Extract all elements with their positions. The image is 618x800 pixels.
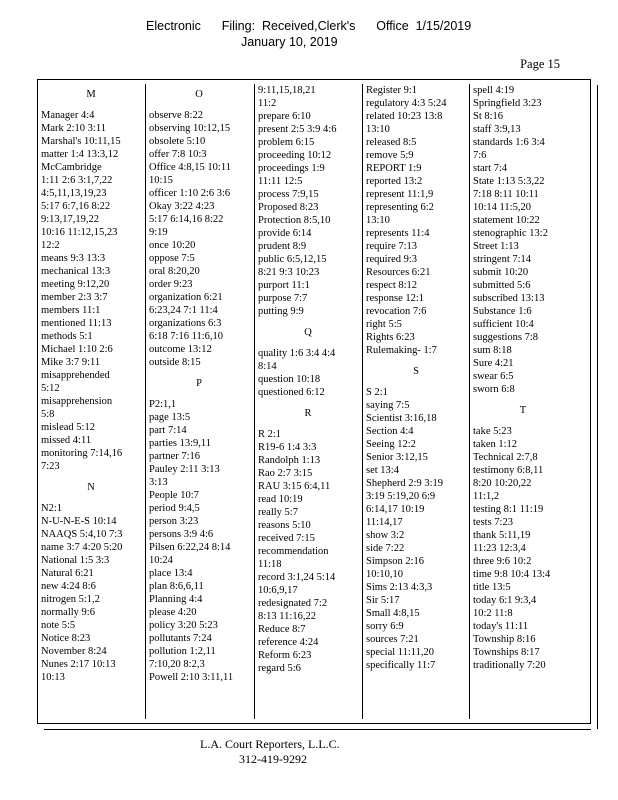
index-entry: N-U-N-E-S 10:14 [41, 516, 117, 527]
index-entry: process 7:9,15 [258, 189, 319, 200]
index-entry: Township 8:16 [473, 634, 536, 645]
index-entry: Rao 2:7 3:15 [258, 468, 313, 479]
section-letter: Q [304, 327, 312, 338]
index-entry: suggestions 7:8 [473, 332, 539, 343]
index-entry: persons 3:9 4:6 [149, 529, 214, 540]
index-entry: Springfield 3:23 [473, 98, 542, 109]
filing-stamp-line: Electronic Filing: Received,Clerk's Office 1/15/2019 [146, 19, 472, 33]
index-entry: members 11:1 [41, 305, 101, 316]
index-entry: 11:23 12:3,4 [473, 543, 526, 554]
index-entry: St 8:16 [473, 111, 504, 122]
index-entry: parties 13:9,11 [149, 438, 212, 449]
index-entry: record 3:1,24 5:14 [258, 572, 336, 583]
index-entry: representing 6:2 [366, 202, 434, 213]
index-entry: partner 7:16 [149, 451, 201, 462]
index-entry: Proposed 8:23 [258, 202, 319, 213]
index-entry: Street 1:13 [473, 241, 519, 252]
index-entry: Simpson 2:16 [366, 556, 425, 567]
index-entry: REPORT 1:9 [366, 163, 422, 174]
index-entry: released 8:5 [366, 137, 417, 148]
index-entry: monitoring 7:14,16 [41, 448, 123, 459]
index-entry: mentioned 11:13 [41, 318, 112, 329]
index-entry: show 3:2 [366, 530, 405, 541]
index-entry: Seeing 12:2 [366, 439, 416, 450]
index-entry: today's 11:11 [473, 621, 529, 632]
index-entry: new 4:24 8:6 [41, 581, 96, 592]
index-entry: matter 1:4 13:3,12 [41, 149, 119, 160]
index-entry: Townships 8:17 [473, 647, 540, 658]
index-entry: missed 4:11 [41, 435, 92, 446]
index-entry: testimony 6:8,11 [473, 465, 544, 476]
index-entry: Pauley 2:11 3:13 [149, 464, 220, 475]
index-entry: 9:11,15,18,21 [258, 85, 316, 96]
index-entry: mechanical 13:3 [41, 266, 111, 277]
index-entry: observing 10:12,15 [149, 123, 231, 134]
index-entry: plan 8:6,6,11 [149, 581, 204, 592]
index-entry: P2:1,1 [149, 399, 177, 410]
index-entry: regulatory 4:3 5:24 [366, 98, 447, 109]
index-entry: revocation 7:6 [366, 306, 427, 317]
index-entry: 10:2 11:8 [473, 608, 513, 619]
index-entry: Manager 4:4 [41, 110, 95, 121]
index-entry: misapprehended [41, 370, 110, 381]
index-entry: specifically 11:7 [366, 660, 436, 671]
index-entry: People 10:7 [149, 490, 199, 501]
index-entry: question 10:18 [258, 374, 321, 385]
index-entry: order 9:23 [149, 279, 193, 290]
index-entry: policy 3:20 5:23 [149, 620, 218, 631]
index-entry: stenographic 13:2 [473, 228, 548, 239]
index-entry: nitrogen 5:1,2 [41, 594, 100, 605]
index-entry: Resources 6:21 [366, 267, 431, 278]
index-entry: tests 7:23 [473, 517, 513, 528]
filing-date-line: January 10, 2019 [241, 35, 338, 49]
index-entry: start 7:4 [473, 163, 508, 174]
index-entry: Sims 2:13 4:3,3 [366, 582, 433, 593]
index-entry: reported 13:2 [366, 176, 423, 187]
index-entry: 5:17 6:7,16 8:22 [41, 201, 111, 212]
index-entry: subscribed 13:13 [473, 293, 545, 304]
word-index-box [37, 79, 591, 724]
index-entry: Reduce 8:7 [258, 624, 306, 635]
index-entry: special 11:11,20 [366, 647, 435, 658]
index-entry: part 7:14 [149, 425, 187, 436]
box-shadow-right [597, 85, 598, 729]
index-entry: 6:18 7:16 11:6,10 [149, 331, 223, 342]
index-entry: saying 7:5 [366, 400, 410, 411]
index-entry: sufficient 10:4 [473, 319, 534, 330]
index-column-2 [145, 84, 249, 719]
index-entry: remove 5:9 [366, 150, 414, 161]
index-entry: submitted 5:6 [473, 280, 531, 291]
index-entry: outcome 13:12 [149, 344, 212, 355]
index-entry: right 5:5 [366, 319, 402, 330]
index-entry: R19-6 1:4 3:3 [258, 442, 317, 453]
index-entry: 10:10,10 [366, 569, 404, 580]
index-entry: reference 4:24 [258, 637, 319, 648]
index-entry: 8:21 9:3 10:23 [258, 267, 320, 278]
index-entry: Substance 1:6 [473, 306, 532, 317]
index-entry: recommendation [258, 546, 329, 557]
index-entry: 10:16 11:12,15,23 [41, 227, 118, 238]
index-entry: time 9:8 10:4 13:4 [473, 569, 551, 580]
page-number: Page 15 [520, 57, 560, 71]
section-letter: M [86, 89, 96, 100]
index-entry: putting 9:9 [258, 306, 304, 317]
index-entry: 8:13 11:16,22 [258, 611, 316, 622]
index-entry: 10:15 [149, 175, 173, 186]
index-entry: present 2:5 3:9 4:6 [258, 124, 337, 135]
index-entry: 7:6 [473, 150, 487, 161]
index-entry: sources 7:21 [366, 634, 419, 645]
index-entry: purport 11:1 [258, 280, 310, 291]
index-entry: means 9:3 13:3 [41, 253, 106, 264]
index-entry: 11:11 12:5 [258, 176, 303, 187]
index-entry: 8:20 10:20,22 [473, 478, 532, 489]
index-entry: questioned 6:12 [258, 387, 325, 398]
index-entry: observe 8:22 [149, 110, 203, 121]
section-letter: R [304, 408, 312, 419]
index-column-1 [41, 84, 141, 684]
index-entry: related 10:23 13:8 [366, 111, 443, 122]
index-entry: sum 8:18 [473, 345, 512, 356]
index-entry: purpose 7:7 [258, 293, 308, 304]
index-entry: 6:23,24 7:1 11:4 [149, 305, 218, 316]
index-entry: person 3:23 [149, 516, 199, 527]
index-entry: Mike 3:7 9:11 [41, 357, 101, 368]
index-entry: Okay 3:22 4:23 [149, 201, 215, 212]
index-entry: 11:18 [258, 559, 282, 570]
index-entry: today 6:1 9:3,4 [473, 595, 537, 606]
index-entry: 12:2 [41, 240, 60, 251]
index-entry: Protection 8:5,10 [258, 215, 331, 226]
section-letter: S [413, 366, 419, 377]
index-entry: three 9:6 10:2 [473, 556, 532, 567]
index-entry: set 13:4 [366, 465, 399, 476]
index-entry: problem 6:15 [258, 137, 315, 148]
index-entry: 4:5,11,13,19,23 [41, 188, 107, 199]
index-entry: taken 1:12 [473, 439, 518, 450]
index-entry: oppose 7:5 [149, 253, 195, 264]
index-entry: response 12:1 [366, 293, 425, 304]
index-column-5 [469, 84, 573, 719]
index-entry: side 7:22 [366, 543, 405, 554]
index-entry: staff 3:9,13 [473, 124, 521, 135]
index-entry: RAU 3:15 6:4,11 [258, 481, 331, 492]
index-entry: normally 9:6 [41, 607, 95, 618]
index-entry: member 2:3 3:7 [41, 292, 108, 303]
index-entry: 11:1,2 [473, 491, 500, 502]
index-entry: note 5:5 [41, 620, 76, 631]
reporter-company: L.A. Court Reporters, L.L.C. [200, 737, 340, 751]
index-entry: require 7:13 [366, 241, 418, 252]
index-entry: Rights 6:23 [366, 332, 415, 343]
index-entry: offer 7:8 10:3 [149, 149, 207, 160]
section-letter: P [196, 378, 202, 389]
index-entry: 10:14 11:5,20 [473, 202, 531, 213]
index-entry: National 1:5 3:3 [41, 555, 110, 566]
index-entry: represent 11:1,9 [366, 189, 434, 200]
index-entry: required 9:3 [366, 254, 418, 265]
index-entry: statement 10:22 [473, 215, 540, 226]
index-entry: submit 10:20 [473, 267, 529, 278]
index-entry: organization 6:21 [149, 292, 223, 303]
index-entry: Natural 6:21 [41, 568, 94, 579]
index-entry: standards 1:6 3:4 [473, 137, 545, 148]
index-entry: received 7:15 [258, 533, 315, 544]
index-entry: Planning 4:4 [149, 594, 203, 605]
index-entry: Pilsen 6:22,24 8:14 [149, 542, 231, 553]
index-entry: 8:14 [258, 361, 277, 372]
index-entry: 3:13 [149, 477, 168, 488]
index-entry: pollutants 7:24 [149, 633, 212, 644]
index-entry: page 13:5 [149, 412, 191, 423]
box-shadow-bottom [44, 729, 591, 730]
index-entry: Randolph 1:13 [258, 455, 321, 466]
index-column-4 [362, 84, 466, 719]
index-entry: 9:19 [149, 227, 168, 238]
index-entry: quality 1:6 3:4 4:4 [258, 348, 336, 359]
index-entry: swear 6:5 [473, 371, 514, 382]
index-entry: Sir 5:17 [366, 595, 400, 606]
index-entry: Register 9:1 [366, 85, 418, 96]
index-entry: November 8:24 [41, 646, 107, 657]
index-entry: provide 6:14 [258, 228, 312, 239]
index-entry: stringent 7:14 [473, 254, 532, 265]
index-entry: N2:1 [41, 503, 62, 514]
index-entry: Marshal's 10:11,15 [41, 136, 121, 147]
index-entry: 13:10 [366, 124, 390, 135]
index-entry: public 6:5,12,15 [258, 254, 327, 265]
index-entry: Technical 2:7,8 [473, 452, 538, 463]
index-entry: Small 4:8,15 [366, 608, 420, 619]
index-entry: Mark 2:10 3:11 [41, 123, 106, 134]
index-entry: redesignated 7:2 [258, 598, 328, 609]
index-entry: 5:12 [41, 383, 60, 394]
index-entry: Shepherd 2:9 3:19 [366, 478, 443, 489]
index-entry: 10:13 [41, 672, 65, 683]
index-entry: 10:6,9,17 [258, 585, 298, 596]
index-entry: really 5:7 [258, 507, 298, 518]
index-entry: Rulemaking- 1:7 [366, 345, 437, 356]
index-entry: 13:10 [366, 215, 390, 226]
index-entry: take 5:23 [473, 426, 512, 437]
section-letter: O [195, 89, 203, 100]
index-entry: outside 8:15 [149, 357, 201, 368]
index-entry: 7:23 [41, 461, 60, 472]
index-entry: NAAQS 5:4,10 7:3 [41, 529, 123, 540]
index-entry: respect 8:12 [366, 280, 418, 291]
index-entry: spell 4:19 [473, 85, 515, 96]
index-entry: obsolete 5:10 [149, 136, 206, 147]
index-entry: R 2:1 [258, 429, 282, 440]
index-entry: oral 8:20,20 [149, 266, 200, 277]
index-entry: traditionally 7:20 [473, 660, 546, 671]
section-letter: N [87, 482, 95, 493]
index-entry: Notice 8:23 [41, 633, 91, 644]
index-entry: 1:11 2:6 3:1,7,22 [41, 175, 113, 186]
index-entry: Reform 6:23 [258, 650, 312, 661]
index-entry: 11:14,17 [366, 517, 403, 528]
index-entry: read 10:19 [258, 494, 303, 505]
index-entry: name 3:7 4:20 5:20 [41, 542, 123, 553]
index-entry: 5:8 [41, 409, 55, 420]
index-entry: prepare 6:10 [258, 111, 311, 122]
index-entry: reasons 5:10 [258, 520, 311, 531]
index-entry: 5:17 6:14,16 8:22 [149, 214, 224, 225]
index-entry: officer 1:10 2:6 3:6 [149, 188, 231, 199]
index-entry: title 13:5 [473, 582, 511, 593]
index-entry: place 13:4 [149, 568, 193, 579]
index-entry: proceedings 1:9 [258, 163, 325, 174]
index-entry: pollution 1:2,11 [149, 646, 216, 657]
index-entry: please 4:20 [149, 607, 197, 618]
index-entry: sworn 6:8 [473, 384, 515, 395]
index-entry: 10:24 [149, 555, 173, 566]
index-entry: prudent 8:9 [258, 241, 307, 252]
index-entry: Sure 4:21 [473, 358, 514, 369]
index-entry: State 1:13 5:3,22 [473, 176, 545, 187]
index-entry: organizations 6:3 [149, 318, 222, 329]
index-entry: Office 4:8,15 10:11 [149, 162, 231, 173]
index-entry: 7:10,20 8:2,3 [149, 659, 205, 670]
index-entry: methods 5:1 [41, 331, 93, 342]
index-entry: Michael 1:10 2:6 [41, 344, 113, 355]
index-entry: 11:2 [258, 98, 277, 109]
section-letter: T [519, 405, 527, 416]
index-entry: S 2:1 [366, 387, 388, 398]
index-entry: sorry 6:9 [366, 621, 404, 632]
index-entry: once 10:20 [149, 240, 196, 251]
index-entry: Powell 2:10 3:11,11 [149, 672, 234, 683]
index-entry: proceeding 10:12 [258, 150, 332, 161]
index-entry: 7:18 8:11 10:11 [473, 189, 539, 200]
index-entry: meeting 9:12,20 [41, 279, 110, 290]
index-entry: Senior 3:12,15 [366, 452, 428, 463]
index-entry: Section 4:4 [366, 426, 414, 437]
index-entry: represents 11:4 [366, 228, 430, 239]
index-entry: 6:14,17 10:19 [366, 504, 425, 515]
index-entry: mislead 5:12 [41, 422, 95, 433]
index-entry: Scientist 3:16,18 [366, 413, 437, 424]
index-entry: misapprehension [41, 396, 113, 407]
index-entry: McCambridge [41, 162, 102, 173]
index-entry: Nunes 2:17 10:13 [41, 659, 116, 670]
index-entry: thank 5:11,19 [473, 530, 531, 541]
index-entry: regard 5:6 [258, 663, 301, 674]
index-entry: period 9:4,5 [149, 503, 200, 514]
index-column-3 [254, 84, 358, 719]
index-entry: 9:13,17,19,22 [41, 214, 100, 225]
index-entry: testing 8:1 11:19 [473, 504, 544, 515]
index-entry: 3:19 5:19,20 6:9 [366, 491, 436, 502]
reporter-phone: 312-419-9292 [239, 752, 307, 766]
